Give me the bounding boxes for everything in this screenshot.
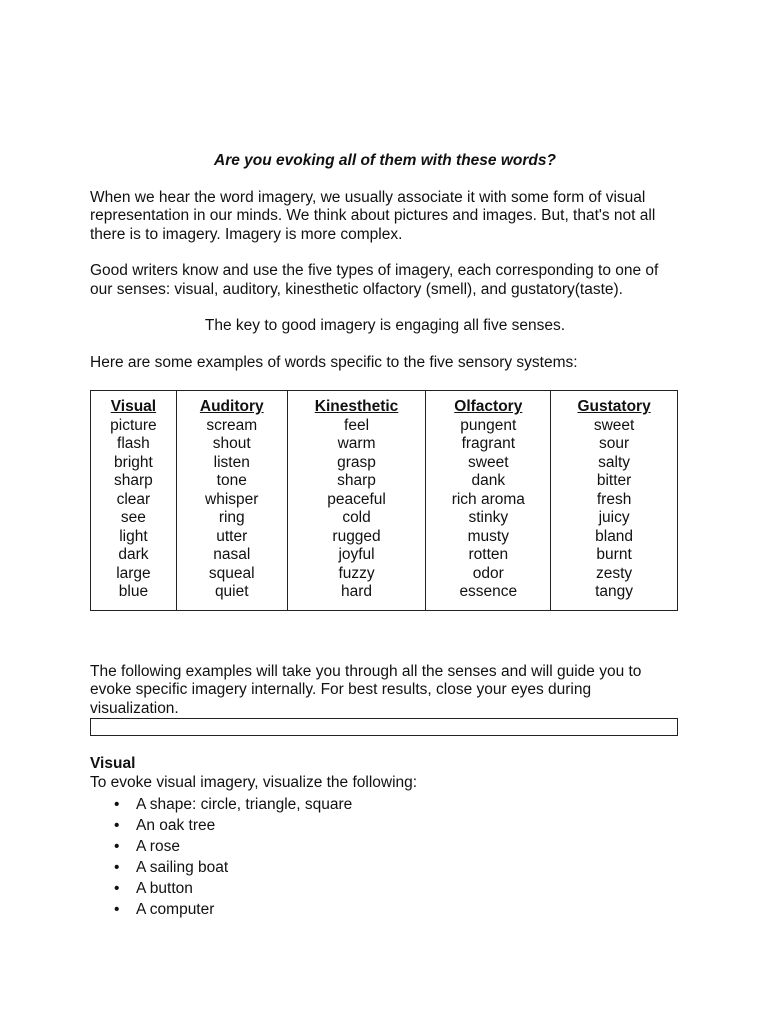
column-header: Visual <box>110 398 157 415</box>
word-cell: scream <box>206 416 258 434</box>
word-cell: sour <box>599 435 630 452</box>
column-olfactory <box>426 391 551 611</box>
word-cell: rugged <box>332 527 381 545</box>
list-item <box>114 857 680 878</box>
document-title: Are you evoking all of them with these words? <box>214 152 556 169</box>
word-cell: sharp <box>337 472 376 489</box>
word-cell: ring <box>218 509 245 526</box>
word-cell: musty <box>467 527 509 545</box>
word-cell: grasp <box>337 453 376 471</box>
list-item-text: A sailing boat <box>136 859 229 876</box>
word-cell: joyful <box>338 546 375 563</box>
word-cell: flash <box>117 435 150 452</box>
word-cell: pungent <box>460 416 517 434</box>
word-cell: fuzzy <box>338 564 375 582</box>
word-cell: shout <box>212 435 251 452</box>
list-item-text: A computer <box>136 901 215 918</box>
word-cell: bland <box>595 527 634 545</box>
list-item <box>114 878 680 899</box>
word-cell: tone <box>216 472 247 489</box>
word-cell: quiet <box>214 583 249 600</box>
word-cell: juicy <box>598 509 630 526</box>
word-cell: rich aroma <box>451 490 525 508</box>
bullet-icon: • <box>114 817 120 834</box>
word-cell: feel <box>344 416 370 434</box>
word-cell: light <box>119 527 148 545</box>
empty-box <box>90 718 678 736</box>
word-cell: listen <box>213 453 250 471</box>
examples-intro: Here are some examples of words specific to the five sensory systems: <box>90 353 578 371</box>
word-cell: whisper <box>205 490 259 508</box>
word-cell: zesty <box>596 564 633 582</box>
word-cell: squeal <box>208 564 255 582</box>
word-cell: bright <box>114 453 153 471</box>
word-cell: peaceful <box>327 490 386 508</box>
visual-section-heading: Visual <box>90 755 136 772</box>
senses-table <box>90 390 678 611</box>
column-visual <box>91 391 177 611</box>
column-auditory <box>176 391 287 611</box>
word-cell: dank <box>471 472 506 489</box>
document-page <box>90 152 680 920</box>
word-cell: fresh <box>596 490 632 508</box>
word-cell: blue <box>118 583 149 600</box>
word-cell: sweet <box>593 416 635 434</box>
column-header: Auditory <box>199 398 264 415</box>
word-cell: dark <box>118 546 149 563</box>
word-cell: odor <box>472 564 504 582</box>
word-cell: sweet <box>468 453 509 471</box>
list-item <box>114 815 680 836</box>
bullet-icon: • <box>114 901 120 918</box>
word-cell: essence <box>459 583 518 600</box>
list-item-text: A rose <box>136 838 180 855</box>
word-cell: rotten <box>468 546 509 563</box>
five-types-paragraph: Good writers know and use the five types of imagery, each corresponding to one of our senses: visual, auditory, kinesthetic olfactory (smell), and gustatory(taste). <box>90 262 659 298</box>
word-cell: stinky <box>468 509 509 526</box>
intro-paragraph: When we hear the word imagery, we usually associate it with some form of visual representation in our minds. We think about pictures and images. But, that's not all there is to imagery. Imagery is more complex. <box>90 188 656 243</box>
list-item <box>114 794 680 815</box>
word-cell: tangy <box>595 583 634 600</box>
bullet-icon: • <box>114 859 120 876</box>
list-item <box>114 836 680 857</box>
bullet-icon: • <box>114 880 120 897</box>
list-item-text: A shape: circle, triangle, square <box>136 796 353 813</box>
key-line: The key to good imagery is engaging all five senses. <box>204 317 566 334</box>
column-header: Kinesthetic <box>314 398 399 415</box>
list-item <box>114 899 680 920</box>
word-cell: nasal <box>213 546 251 563</box>
bullet-icon: • <box>114 796 120 813</box>
word-cell: clear <box>116 490 151 508</box>
word-cell: cold <box>342 509 371 526</box>
column-header: Olfactory <box>454 398 523 415</box>
column-gustatory <box>551 391 678 611</box>
word-cell: utter <box>216 527 248 545</box>
word-cell: sharp <box>114 472 153 489</box>
table-row <box>91 391 678 611</box>
word-cell: see <box>120 509 146 526</box>
column-header: Gustatory <box>577 398 651 415</box>
bullet-icon: • <box>114 838 120 855</box>
word-cell: fragrant <box>461 435 516 452</box>
word-cell: picture <box>110 416 157 434</box>
word-cell: bitter <box>596 472 632 489</box>
list-item-text: A button <box>136 880 193 897</box>
guide-paragraph: The following examples will take you through all the senses and will guide you to evoke specific imagery internally. For best results, close your eyes during visualization. <box>90 662 642 717</box>
visual-instruction: To evoke visual imagery, visualize the following: <box>90 773 418 791</box>
word-cell: salty <box>598 453 631 471</box>
word-cell: large <box>116 564 151 582</box>
list-item-text: An oak tree <box>136 817 216 834</box>
column-kinesthetic <box>287 391 426 611</box>
visual-list <box>90 794 680 920</box>
word-cell: hard <box>341 583 373 600</box>
word-cell: warm <box>337 435 376 452</box>
word-cell: burnt <box>596 546 632 563</box>
